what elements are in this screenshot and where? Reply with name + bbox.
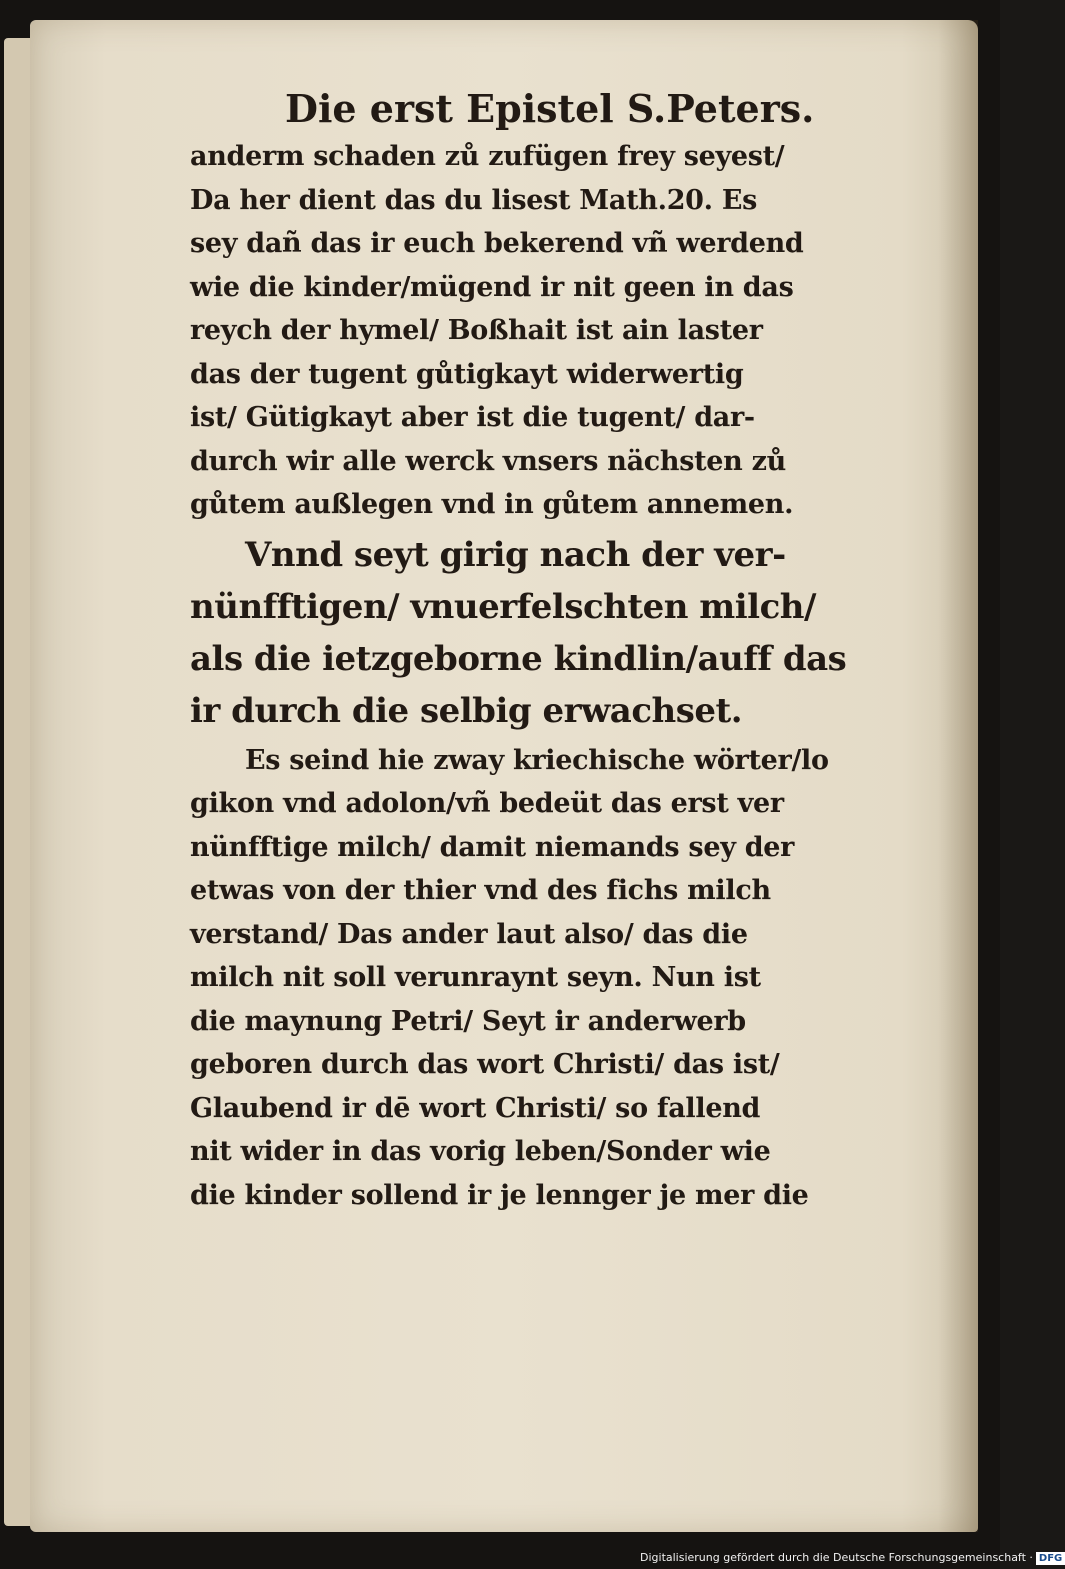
verse-line: nünfftigen/ vnuerfelschten milch/	[190, 586, 816, 627]
verse-line: als die ietzgeborne kindlin/auff das	[190, 638, 847, 679]
text-line: Es seind hie zway kriechische wörter/lo	[245, 744, 829, 776]
verse-line: ir durch die selbig erwachset.	[190, 690, 743, 731]
dfg-logo: DFG	[1036, 1552, 1065, 1565]
text-line: die kinder sollend ir je lennger je mer die	[190, 1179, 809, 1211]
text-line: Glaubend ir dē wort Christi/ so fallend	[190, 1092, 761, 1124]
text-line: verstand/ Das ander laut also/ das die	[190, 918, 748, 950]
text-line: ist/ Gütigkayt aber ist die tugent/ dar-	[190, 402, 755, 433]
text-line: die maynung Petri/ Seyt ir anderwerb	[190, 1005, 746, 1037]
text-line: durch wir alle werck vnsers nächsten zů	[190, 445, 786, 477]
scripture-verse	[190, 529, 940, 737]
text-line: gůtem außlegen vnd in gůtem annemen.	[190, 489, 794, 520]
running-head: Die erst Epistel S.Peters.	[285, 86, 815, 131]
text-line: geboren durch das wort Christi/ das ist/	[190, 1049, 780, 1080]
text-line: wie die kinder/mügend ir nit geen in das	[190, 271, 794, 303]
text-line: sey dañ das ir euch bekerend vñ werdend	[190, 228, 804, 259]
digitization-credit	[640, 1548, 1063, 1568]
gutter-shadow	[938, 20, 978, 1532]
text-line: gikon vnd adolon/vñ bedeüt das erst ver	[190, 788, 784, 819]
text-line: reych der hymel/ Boßhait ist ain laster	[190, 315, 763, 346]
credit-text: Digitalisierung gefördert durch die Deutsche Forschungsgemeinschaft ·	[640, 1551, 1033, 1564]
text-block	[190, 85, 940, 1217]
text-line: milch nit soll verunraynt seyn. Nun ist	[190, 962, 761, 993]
paragraph-commentary-bottom	[190, 739, 940, 1218]
text-line: Da her dient das du lisest Math.20. Es	[190, 184, 758, 216]
text-line: etwas von der thier vnd des fichs milch	[190, 875, 771, 906]
text-line: das der tugent gůtigkayt widerwertig	[190, 358, 744, 390]
text-line: nünfftige milch/ damit niemands sey der	[190, 831, 795, 863]
text-line: nit wider in das vorig leben/Sonder wie	[190, 1136, 771, 1167]
text-line: anderm schaden zů zufügen frey seyest/	[190, 141, 785, 172]
verse-line: Vnnd seyt girig nach der ver-	[245, 534, 786, 575]
paragraph-commentary-top	[190, 135, 940, 527]
